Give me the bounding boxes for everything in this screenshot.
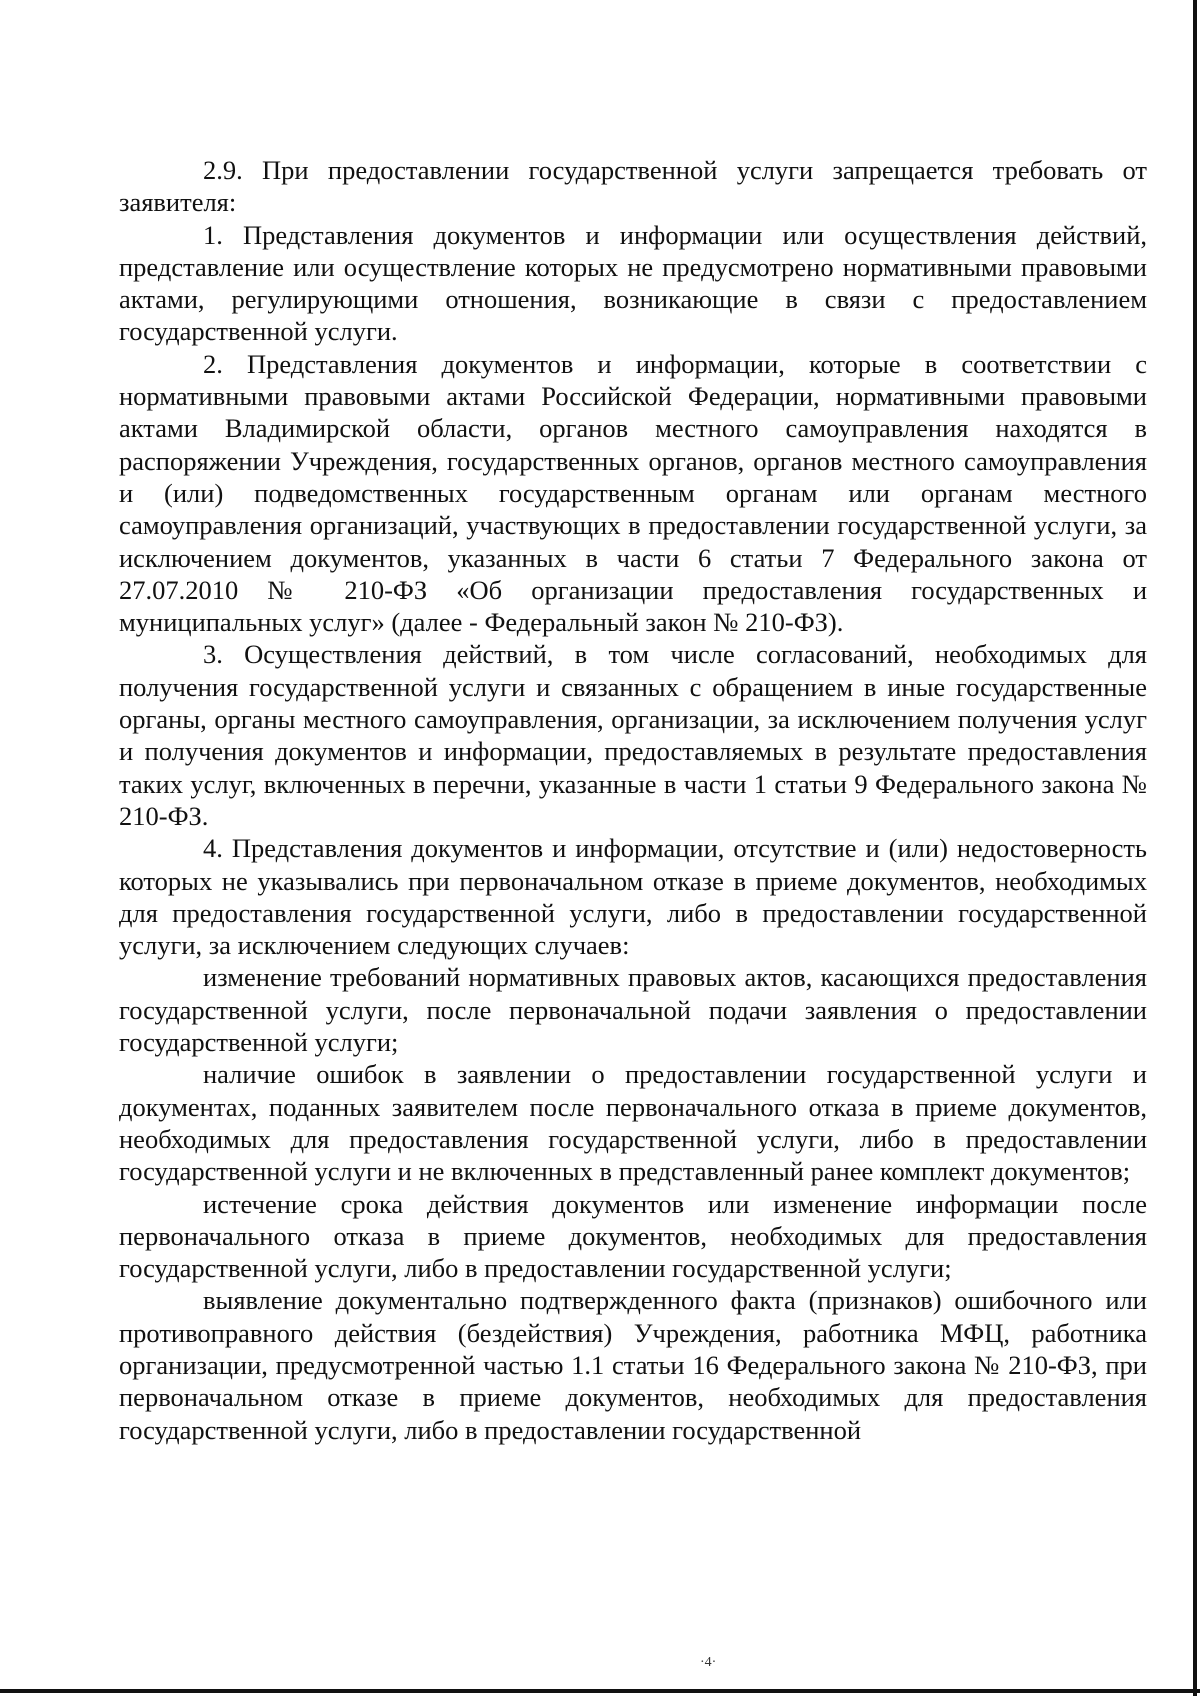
paragraph-case-errors: наличие ошибок в заявлении о предоставлении государственной услуги и документах, поданных заявителем после первоначального отказа в приеме документов, необходимых для предоставления государственной услуги, либо в предоставлении государственной услуги и не включенных в представленный ранее комплект документов; xyxy=(119,1059,1147,1187)
scan-edge-bottom xyxy=(0,1689,1200,1693)
paragraph-case-expiry: истечение срока действия документов или изменение информации после первоначального отказа в приеме документов, необходимых для предоставления государственной услуги, либо в предоставлении государственной услуги; xyxy=(119,1188,1147,1284)
paragraph-case-requirements-change: изменение требований нормативных правовых актов, касающихся предоставления государственной услуги, после первоначальной подачи заявления о предоставлении государственной услуги; xyxy=(119,962,1147,1058)
paragraph-case-wrongful-action: выявление документально подтвержденного факта (признаков) ошибочного или противоправного действия (бездействия) Учреждения, работника МФЦ, работника организации, предусмотренной частью 1.1 статьи 16 Федерального закона № 210-ФЗ, при первоначальном отказе в приеме документов, необходимых для предоставления государственной услуги, либо в предоставлении государственной xyxy=(119,1285,1147,1445)
paragraph-item-1: 1. Представления документов и информации или осуществления действий, представление или осуществление которых не предусмотрено нормативными правовыми актами, регулирующими отношения, возникающие в связи с предоставлением государственной услуги. xyxy=(119,219,1147,347)
paragraph-item-3: 3. Осуществления действий, в том числе согласований, необходимых для получения государственной услуги и связанных с обращением в иные государственные органы, органы местного самоуправления, организации, за исключением получения услуг и получения документов и информации, предоставляемых в результате предоставления таких услуг, включенных в перечни, указанные в части 1 статьи 9 Федерального закона № 210-ФЗ. xyxy=(119,639,1147,831)
scan-edge-right xyxy=(1193,0,1197,1696)
page-number: ·4· xyxy=(700,1655,717,1670)
paragraph-item-4: 4. Представления документов и информации, отсутствие и (или) недостоверность которых не указывались при первоначальном отказе в приеме документов, необходимых для предоставления государственной услуги, либо в предоставлении государственной услуги, за исключением следующих случаев: xyxy=(119,833,1147,961)
document-body xyxy=(119,154,1147,1446)
paragraph-2-9: 2.9. При предоставлении государственной услуги запрещается требовать от заявителя: xyxy=(119,155,1147,218)
paragraph-item-2: 2. Представления документов и информации, которые в соответствии с нормативными правовыми актами Российской Федерации, нормативными правовыми актами Владимирской области, органов местного самоуправления находятся в распоряжении Учреждения, государственных органов, органов местного самоуправления и (или) подведомственных государственным органам или органам местного самоуправления организаций, участвующих в предоставлении государственной услуги, за исключением документов, указанных в части 6 статьи 7 Федерального закона от 27.07.2010 № 210-ФЗ «Об организации предоставления государственных и муниципальных услуг» (далее - Федеральный закон № 210-ФЗ). xyxy=(119,348,1147,638)
